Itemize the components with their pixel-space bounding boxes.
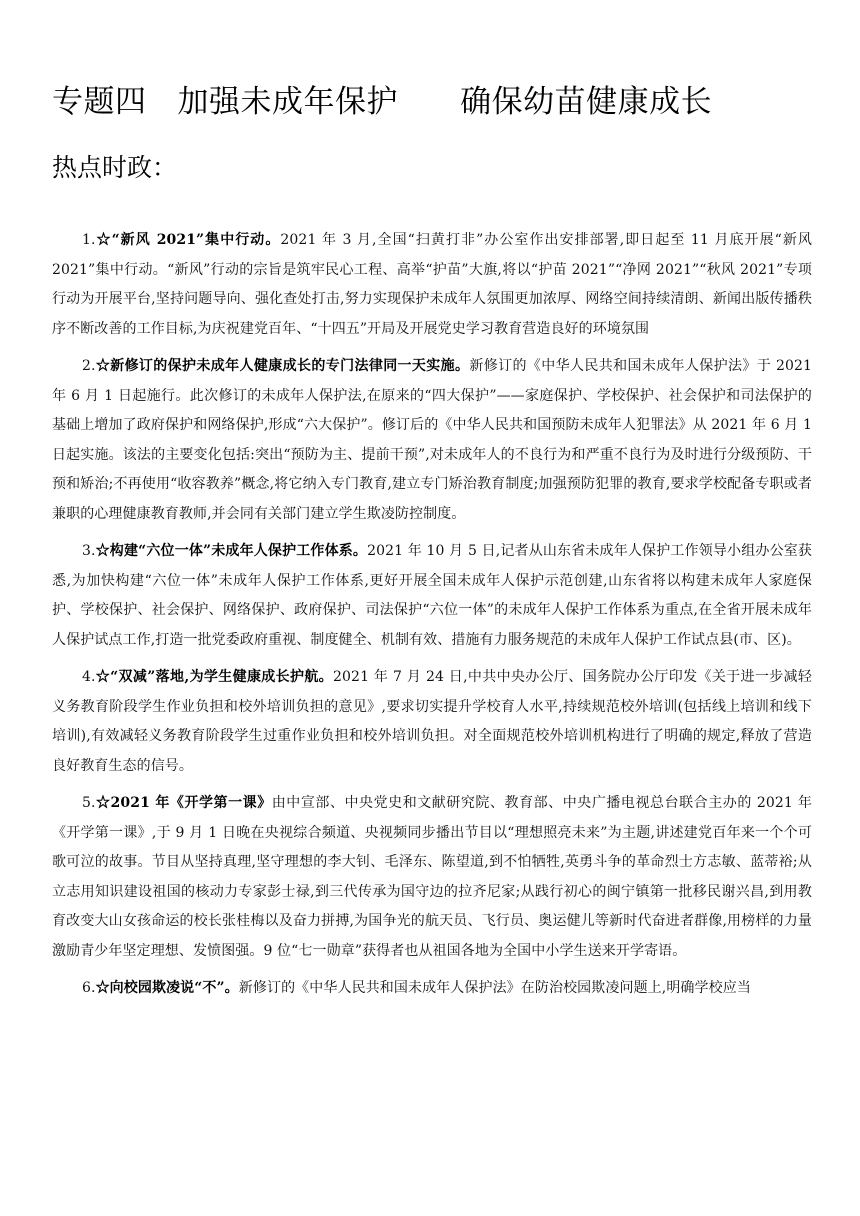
news-item-5 (52, 789, 812, 966)
item-headline: ☆“双减”落地,为学生健康成长护航。 (95, 669, 334, 685)
article-body (52, 226, 812, 1012)
item-body: 由中宣部、中央党史和文献研究院、教育部、中央广播电视总台联合主办的 2021 年《开学第一课》,于 9 月 1 日晚在央视综合频道、央视频同步播出节目以“理想照亮未来”为主题,讲述建党百年来一个个可歌可泣的故事。节目从坚持真理,坚守理想的李大钊、毛泽东、陈望道,到不怕牺牲,英勇斗争的革命烈士方志敏、蓝蒂裕;从立志用知识建设祖国的核动力专家彭士禄,到三代传承为国守边的拉齐尼家;从践行初心的闽宁镇第一批移民谢兴昌,到用教育改变大山女孩命运的校长张桂梅以及奋力拼搏,为国争光的航天员、飞行员、奥运健儿等新时代奋进者群像,用榜样的力量激励青少年坚定理想、发愤图强。9 位“七一勋章”获得者也从祖国各地为全国中小学生送来开学寄语。 (52, 795, 812, 959)
item-body: 新修订的《中华人民共和国未成年人保护法》在防治校园欺凌问题上,明确学校应当 (238, 980, 751, 996)
item-headline: ☆2021 年《开学第一课》 (95, 795, 272, 811)
item-body: 2021 年 7 月 24 日,中共中央办公厅、国务院办公厅印发《关于进一步减轻义务教育阶段学生作业负担和校外培训负担的意见》,要求切实提升学校育人水平,持续规范校外培训(包括线上培训和线下培训),有效减轻义务教育阶段学生过重作业负担和校外培训负担。对全面规范校外培训机构进行了明确的规定,释放了营造良好教育生态的信号。 (52, 669, 812, 774)
item-number: 6. (82, 980, 96, 996)
item-headline: ☆构建“六位一体”未成年人保护工作体系。 (95, 543, 368, 559)
item-body: 2021 年 3 月,全国“扫黄打非”办公室作出安排部署,即日起至 11 月底开展“新风 2021”集中行动。“新风”行动的宗旨是筑牢民心工程、高举“护苗”大旗,将以“护苗 2021”“净网 2021”“秋风 2021”专项行动为开展平台,坚持问题导向、强化查处打击,努力实现保护未成年人氛围更加浓厚、网络空间持续清朗、新闻出版传播秩序不断改善的工作目标,为庆祝建党百年、“十四五”开局及开展党史学习教育营造良好的环境氛围 (52, 232, 813, 337)
item-headline: ☆新修订的保护未成年人健康成长的专门法律同一天实施。 (95, 358, 470, 374)
news-item-4 (52, 663, 812, 781)
item-number: 1. (82, 232, 96, 248)
item-headline: ☆“新风 2021”集中行动。 (95, 232, 281, 248)
item-number: 3. (82, 543, 96, 559)
item-number: 2. (82, 358, 96, 374)
section-heading: 热点时政： (52, 153, 178, 182)
item-headline: ☆向校园欺凌说“不”。 (95, 980, 239, 996)
news-item-6 (52, 974, 812, 1004)
news-item-2 (52, 352, 812, 529)
item-body: 2021 年 10 月 5 日,记者从山东省未成年人保护工作领导小组办公室获悉,为加快构建“六位一体”未成年人保护工作体系,更好开展全国未成年人保护示范创建,山东省将以构建未成年人家庭保护、学校保护、社会保护、网络保护、政府保护、司法保护“六位一体”的未成年人保护工作体系为重点,在全省开展未成年人保护试点工作,打造一批党委政府重视、制度健全、机制有效、措施有力服务规范的未成年人保护工作试点县(市、区)。 (52, 543, 812, 648)
item-number: 5. (82, 795, 96, 811)
news-item-1 (52, 226, 812, 344)
item-body: 新修订的《中华人民共和国未成年人保护法》于 2021 年 6 月 1 日起施行。此次修订的未成年人保护法,在原来的“四大保护”——家庭保护、学校保护、社会保护和司法保护的基础上增加了政府保护和网络保护,形成“六大保护”。修订后的《中华人民共和国预防未成年人犯罪法》从 2021 年 6 月 1 日起实施。该法的主要变化包括:突出“预防为主、提前干预”,对未成年人的不良行为和严重不良行为及时进行分级预防、干预和矫治;不再使用“收容教养”概念,将它纳入专门教育,建立专门矫治教育制度;加强预防犯罪的教育,要求学校配备专职或者兼职的心理健康教育教师,并会同有关部门建立学生欺凌防控制度。 (52, 358, 812, 522)
news-item-3 (52, 537, 812, 655)
document-title: 专题四 加强未成年保护 确保幼苗健康成长 (52, 84, 713, 120)
item-number: 4. (82, 669, 96, 685)
